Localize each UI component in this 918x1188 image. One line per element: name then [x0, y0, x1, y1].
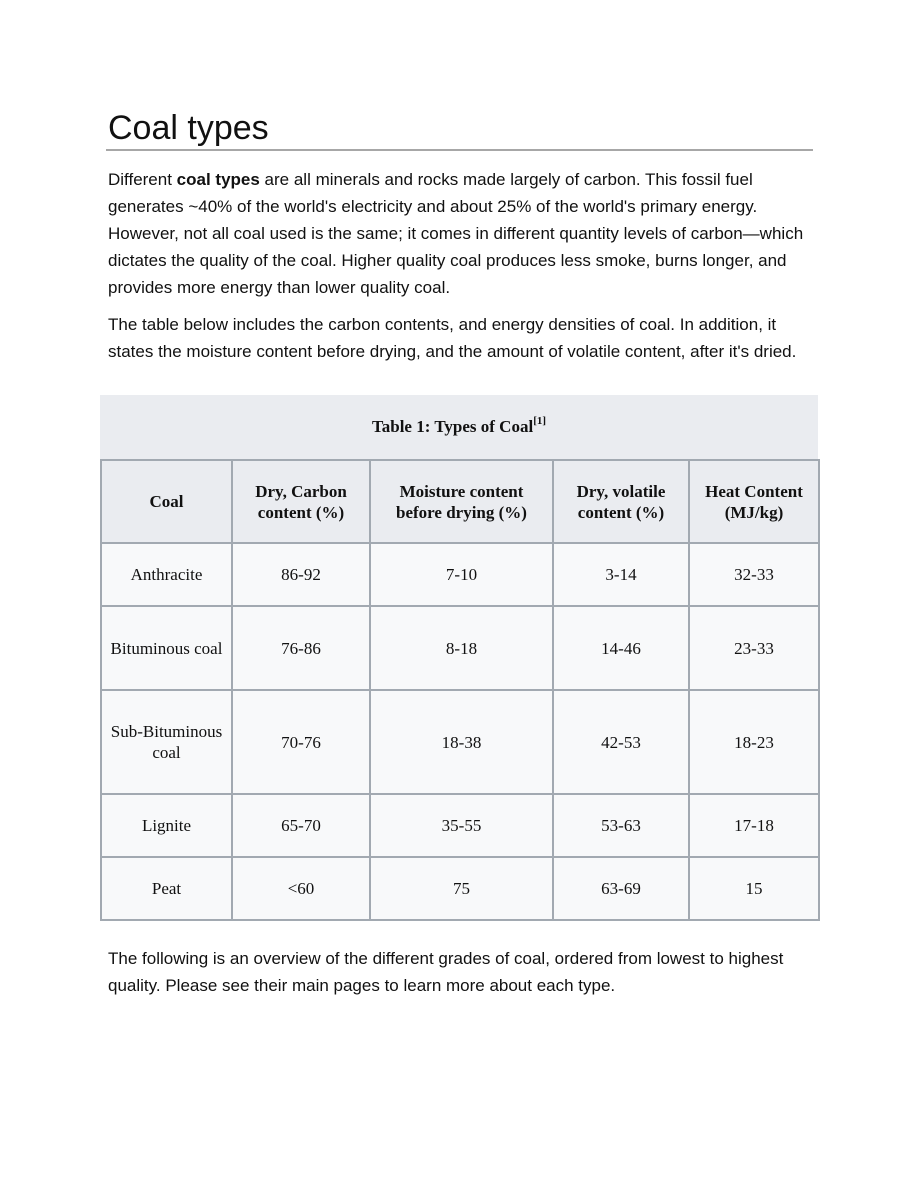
cell-moisture: 75	[370, 857, 553, 920]
cell-heat: 32-33	[689, 543, 819, 606]
cell-coal-name: Anthracite	[101, 543, 232, 606]
header-carbon: Dry, Carbon content (%)	[232, 460, 370, 543]
cell-coal-name: Sub-Bituminous coal	[101, 690, 232, 794]
title-divider	[106, 149, 813, 151]
cell-moisture: 35-55	[370, 794, 553, 857]
header-heat: Heat Content (MJ/kg)	[689, 460, 819, 543]
header-coal: Coal	[101, 460, 232, 543]
cell-carbon: 76-86	[232, 606, 370, 690]
intro-text-start: Different	[108, 170, 177, 189]
cell-heat: 23-33	[689, 606, 819, 690]
table-row	[101, 606, 819, 690]
cell-carbon: 70-76	[232, 690, 370, 794]
coal-types-table	[100, 395, 818, 921]
cell-volatile: 14-46	[553, 606, 689, 690]
closing-paragraph: The following is an overview of the different grades of coal, ordered from lowest to highest quality. Please see their main pages to learn more about each type.	[108, 949, 784, 995]
cell-coal-name: Lignite	[101, 794, 232, 857]
intro-paragraph	[108, 166, 813, 301]
cell-moisture: 7-10	[370, 543, 553, 606]
cell-heat: 18-23	[689, 690, 819, 794]
cell-volatile: 3-14	[553, 543, 689, 606]
cell-volatile: 42-53	[553, 690, 689, 794]
table-row	[101, 794, 819, 857]
cell-heat: 15	[689, 857, 819, 920]
table-header-row	[101, 460, 819, 543]
table-row	[101, 690, 819, 794]
table-row	[101, 543, 819, 606]
coal-table-grid	[100, 459, 820, 921]
cell-carbon: 65-70	[232, 794, 370, 857]
cell-coal-name: Peat	[101, 857, 232, 920]
cell-coal-name: Bituminous coal	[101, 606, 232, 690]
table-caption	[100, 395, 818, 459]
cell-moisture: 18-38	[370, 690, 553, 794]
header-volatile: Dry, volatile content (%)	[553, 460, 689, 543]
table-row	[101, 857, 819, 920]
table-intro-paragraph: The table below includes the carbon contents, and energy densities of coal. In addition, it states the moisture content before drying, and the amount of volatile content, after it's dried.	[108, 315, 797, 361]
intro-text-rest: are all minerals and rocks made largely of carbon. This fossil fuel generates ~40% of the world's electricity and about 25% of the world's primary energy. However, not all coal used is the same; it comes in different quantity levels of carbon—which dictates the quality of the coal. Higher quality coal produces less smoke, burns longer, and provides more energy than lower quality coal.	[108, 170, 804, 297]
cell-moisture: 8-18	[370, 606, 553, 690]
cell-carbon: 86-92	[232, 543, 370, 606]
cell-volatile: 63-69	[553, 857, 689, 920]
table-caption-text: Table 1: Types of Coal	[371, 417, 534, 436]
intro-bold-term: coal types	[176, 170, 260, 189]
page-title: Coal types	[108, 109, 269, 147]
citation-link[interactable]: [1]	[533, 415, 547, 427]
header-moisture: Moisture content before drying (%)	[370, 460, 553, 543]
cell-volatile: 53-63	[553, 794, 689, 857]
cell-carbon: <60	[232, 857, 370, 920]
cell-heat: 17-18	[689, 794, 819, 857]
